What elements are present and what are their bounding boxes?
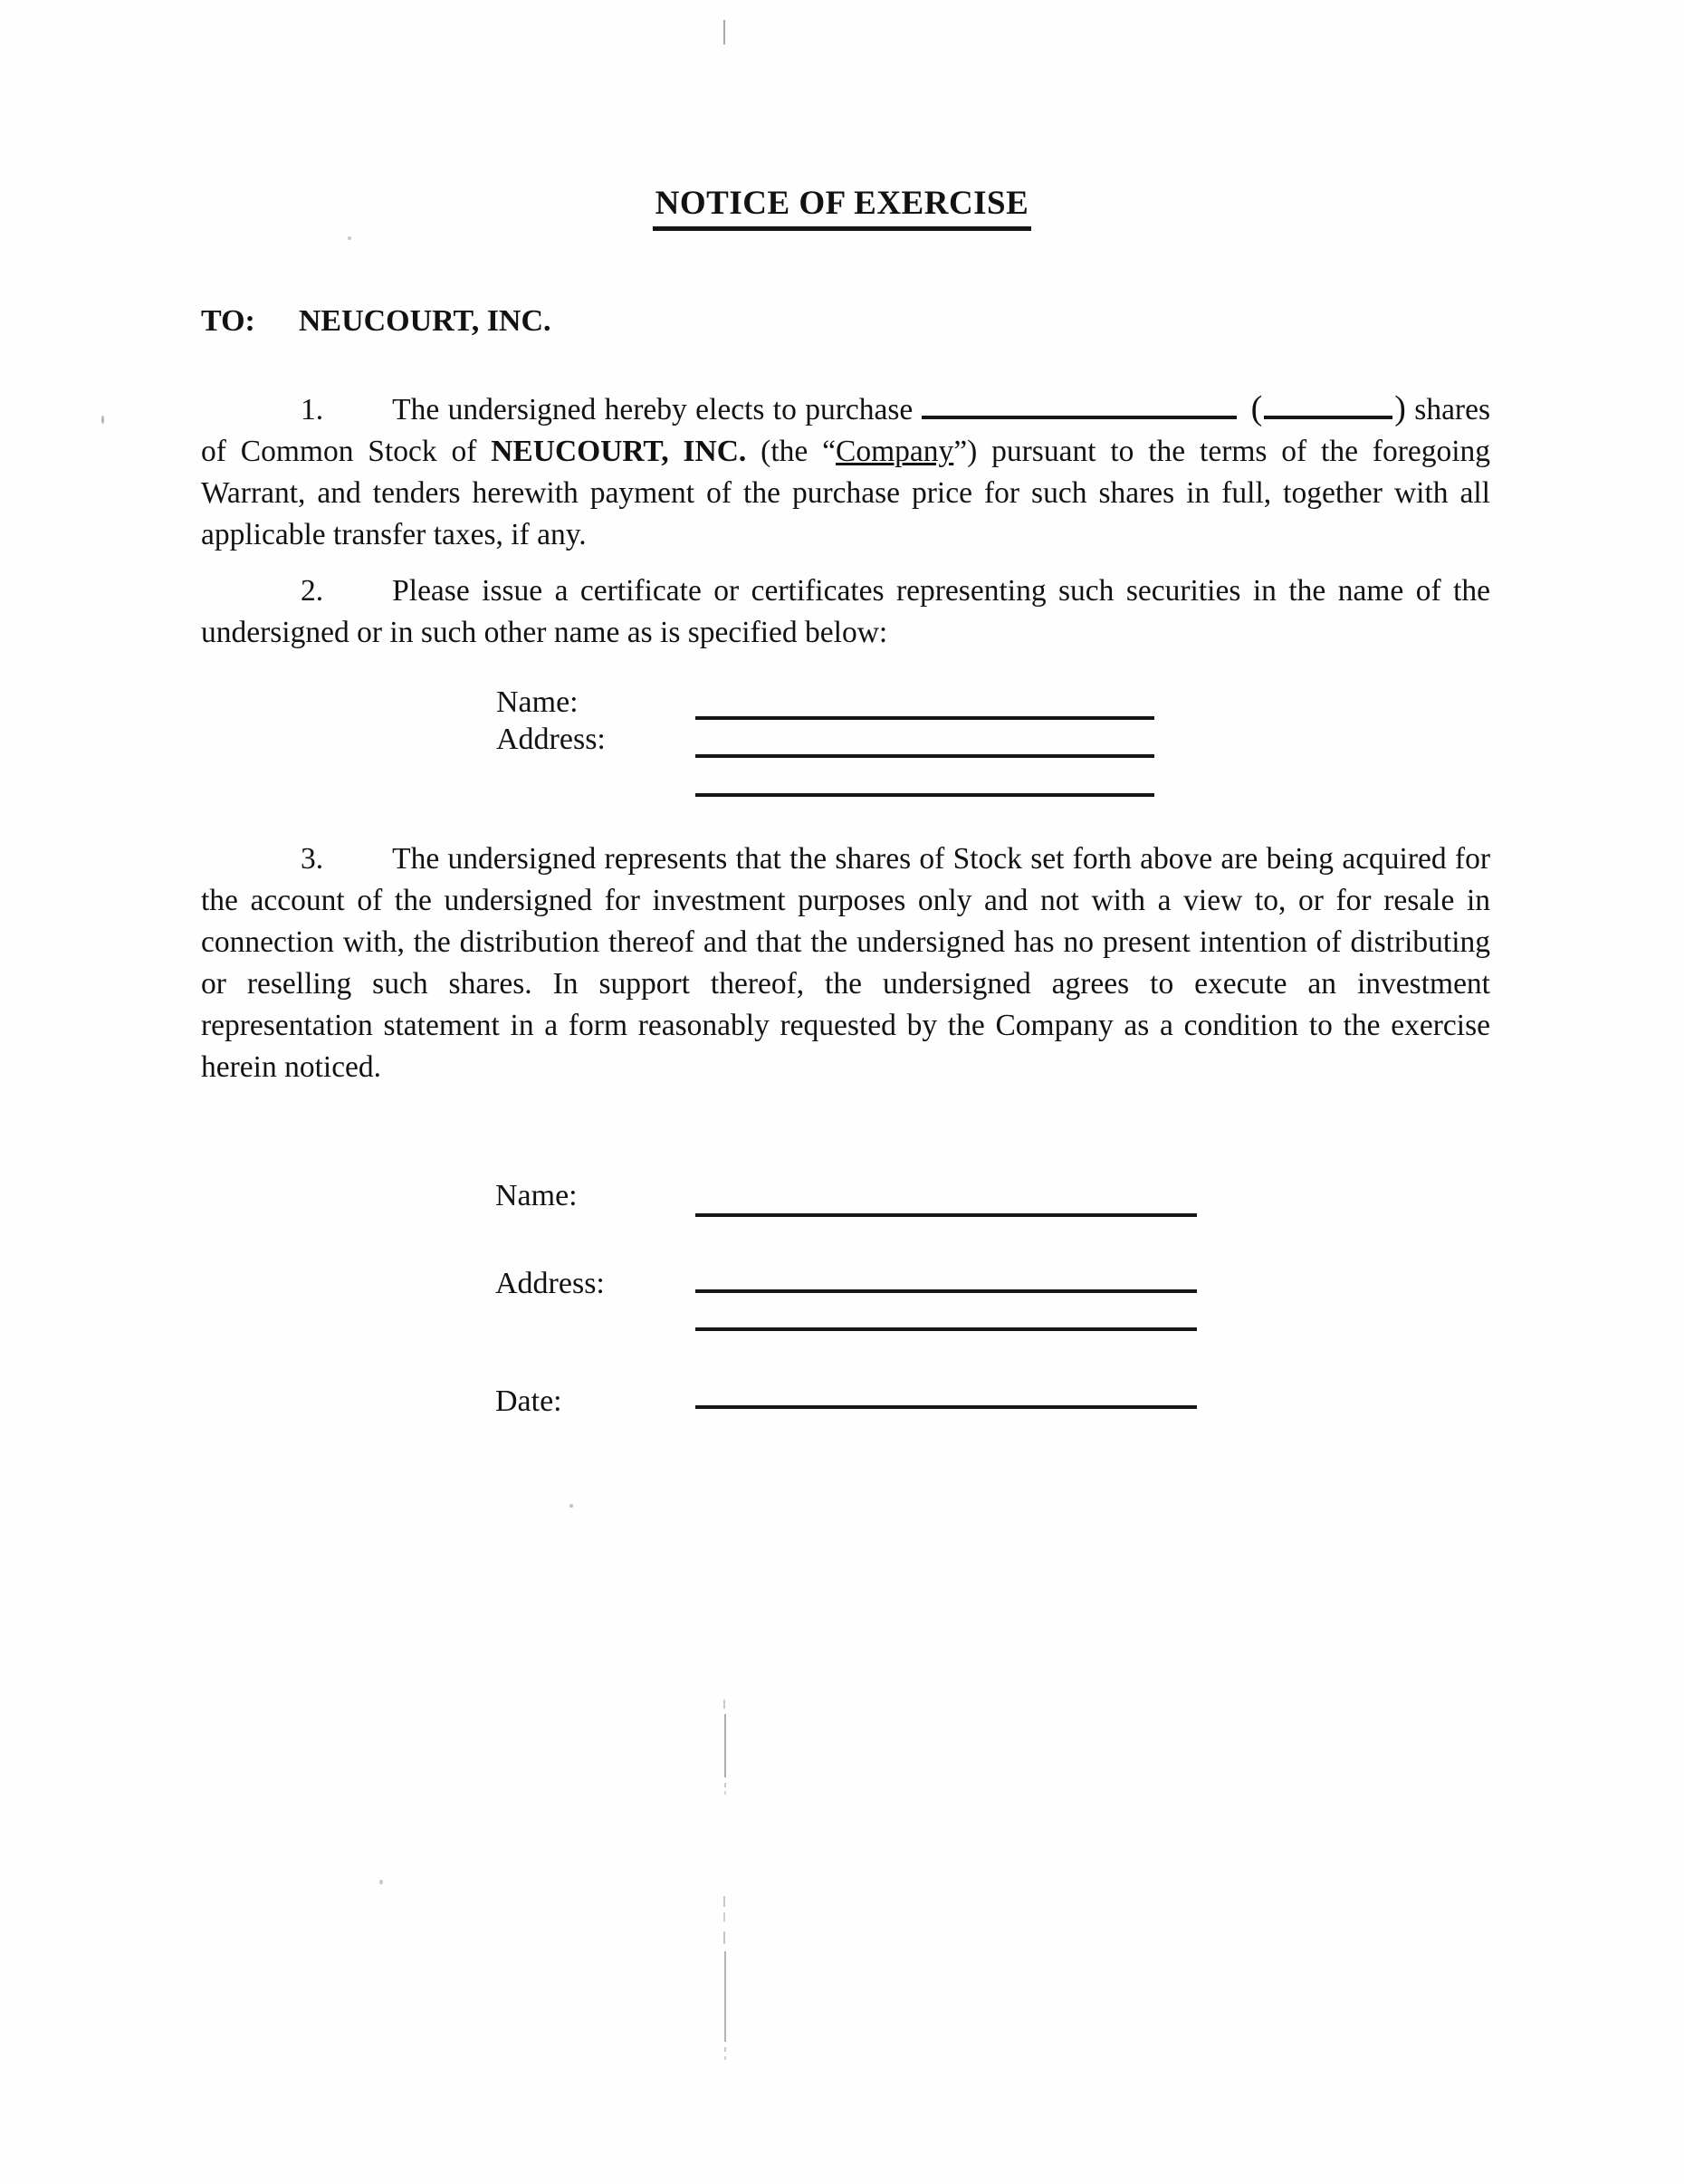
company-defined-term: Company (835, 435, 954, 468)
paren-close: ) (1394, 389, 1406, 427)
scan-fold-line-bottom (724, 1791, 726, 1795)
scan-fold-line-bottom (724, 2056, 726, 2060)
paragraph-3 (201, 838, 1490, 1088)
paragraph-1-tail: ”) pursuant to the terms of the foregoing Warrant, and tenders herewith payment of the purchase price for such shares in full, together with all applicable transfer taxes, if any. (201, 435, 1491, 551)
title-row (0, 184, 1684, 231)
scan-speck (569, 1504, 573, 1508)
paragraph-1-lead: The undersigned hereby elects to purchase (392, 393, 914, 426)
addressee-line (201, 304, 551, 339)
certificate-address-line-2[interactable] (695, 793, 1154, 797)
page-title: NOTICE OF EXERCISE (653, 184, 1032, 231)
paragraph-2-number: 2. (301, 574, 324, 608)
scan-speck (379, 1880, 383, 1884)
company-name-bold: NEUCOURT, INC. (491, 435, 747, 468)
paragraph-1-mid: shares of Common Stock of (201, 393, 1490, 468)
company-name: NEUCOURT, INC. (298, 304, 551, 338)
paragraph-2 (201, 570, 1490, 654)
scan-fold-line-top (723, 20, 725, 44)
shares-number-blank[interactable] (1264, 388, 1392, 419)
certificate-name-label: Name: (496, 685, 579, 719)
scan-fold-line-bottom (724, 1783, 726, 1787)
certificate-address-line-1[interactable] (695, 754, 1154, 758)
scan-fold-line-bottom (723, 1896, 725, 1907)
certificate-address-label: Address: (496, 723, 606, 756)
scan-fold-line-bottom (723, 1700, 725, 1709)
scan-fold-line-bottom (724, 2047, 726, 2052)
paren-open: ( (1250, 389, 1263, 427)
paragraph-3-number: 3. (301, 842, 324, 876)
paragraph-1-number: 1. (301, 393, 324, 426)
paragraph-1 (201, 388, 1490, 556)
paragraph-3-text: The undersigned represents that the shares of Stock set forth above are being acquired for the account of the undersigned for investment purposes only and not with a view to, or for resale in connection with, the distribution thereof and that the undersigned has no present intention of distributing or reselling such shares. In support thereof, the undersigned agrees to execute an investment representation statement in a form reasonably requested by the Company as a condition to the exercise herein noticed. (201, 842, 1490, 1084)
signature-name-line[interactable] (695, 1213, 1197, 1217)
shares-amount-blank[interactable] (922, 388, 1237, 419)
scan-speck (348, 236, 351, 240)
paragraph-2-text: Please issue a certificate or certificates representing such securities in the name of the undersigned or in such other name as is specified below: (201, 574, 1490, 649)
paragraph-1-after-company: (the “ (761, 435, 836, 468)
scan-fold-line-bottom (724, 1714, 726, 1777)
signature-name-label: Name: (495, 1179, 578, 1212)
certificate-name-line[interactable] (695, 716, 1154, 720)
scan-fold-line-bottom (724, 1951, 726, 2042)
to-label: TO: (201, 304, 255, 338)
signature-date-line[interactable] (695, 1405, 1197, 1409)
scan-speck (101, 416, 104, 424)
signature-address-line-2[interactable] (695, 1327, 1197, 1331)
signature-address-label: Address: (495, 1267, 605, 1300)
signature-address-line-1[interactable] (695, 1289, 1197, 1293)
signature-date-label: Date: (495, 1384, 562, 1418)
scan-fold-line-bottom (723, 1931, 725, 1944)
scan-fold-line-bottom (723, 1912, 725, 1921)
